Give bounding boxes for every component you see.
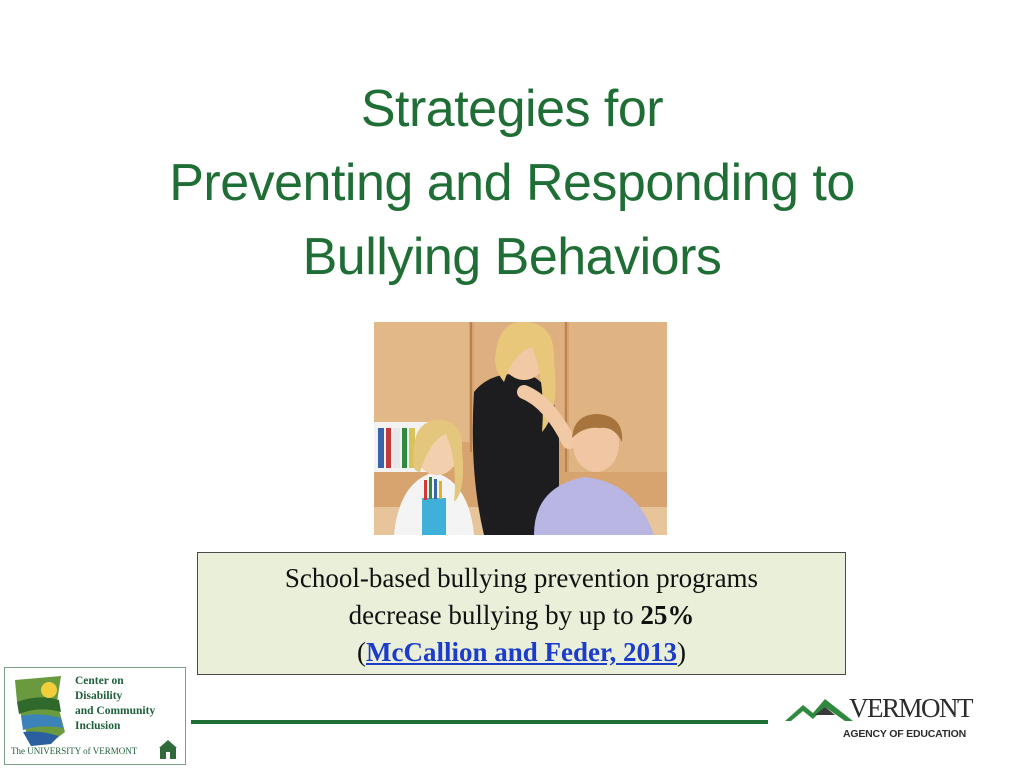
cdci-name-line-3: and Community <box>75 705 156 717</box>
open-paren: ( <box>356 637 366 667</box>
uvm-building-icon <box>157 738 179 760</box>
title-line-1: Strategies for <box>360 80 664 138</box>
callout-line-3 <box>198 634 845 671</box>
cdci-name-line-4: Inclusion <box>75 720 121 732</box>
slide-title <box>60 72 964 294</box>
statistic-callout <box>197 552 846 675</box>
callout-line-2 <box>198 597 845 634</box>
vermont-wordmark: VERMONT <box>849 693 972 723</box>
cdci-logo <box>4 667 186 765</box>
classroom-photo <box>374 322 667 535</box>
classroom-illustration <box>374 322 667 535</box>
footer-divider <box>191 720 768 724</box>
cdci-name-line-1: Center on <box>75 675 124 687</box>
title-line-3: Bullying Behaviors <box>302 228 722 286</box>
callout-line-1: School-based bullying prevention programs <box>284 563 759 593</box>
close-paren: ) <box>677 637 686 667</box>
vermont-aoe-logo <box>785 693 972 745</box>
title-line-2: Preventing and Responding to <box>169 154 855 212</box>
agency-label: AGENCY OF EDUCATION <box>843 728 966 740</box>
vermont-map-icon <box>9 672 75 750</box>
mountain-icon <box>785 695 855 729</box>
callout-line-2-text: decrease bullying by up to <box>348 600 641 630</box>
cdci-name-line-2: Disability <box>75 690 123 702</box>
citation-link[interactable]: McCallion and Feder, 2013 <box>365 637 677 667</box>
cdci-name <box>75 674 185 734</box>
reduction-percentage: 25% <box>640 600 695 630</box>
uvm-label: The UNIVERSITY of VERMONT <box>11 746 138 756</box>
